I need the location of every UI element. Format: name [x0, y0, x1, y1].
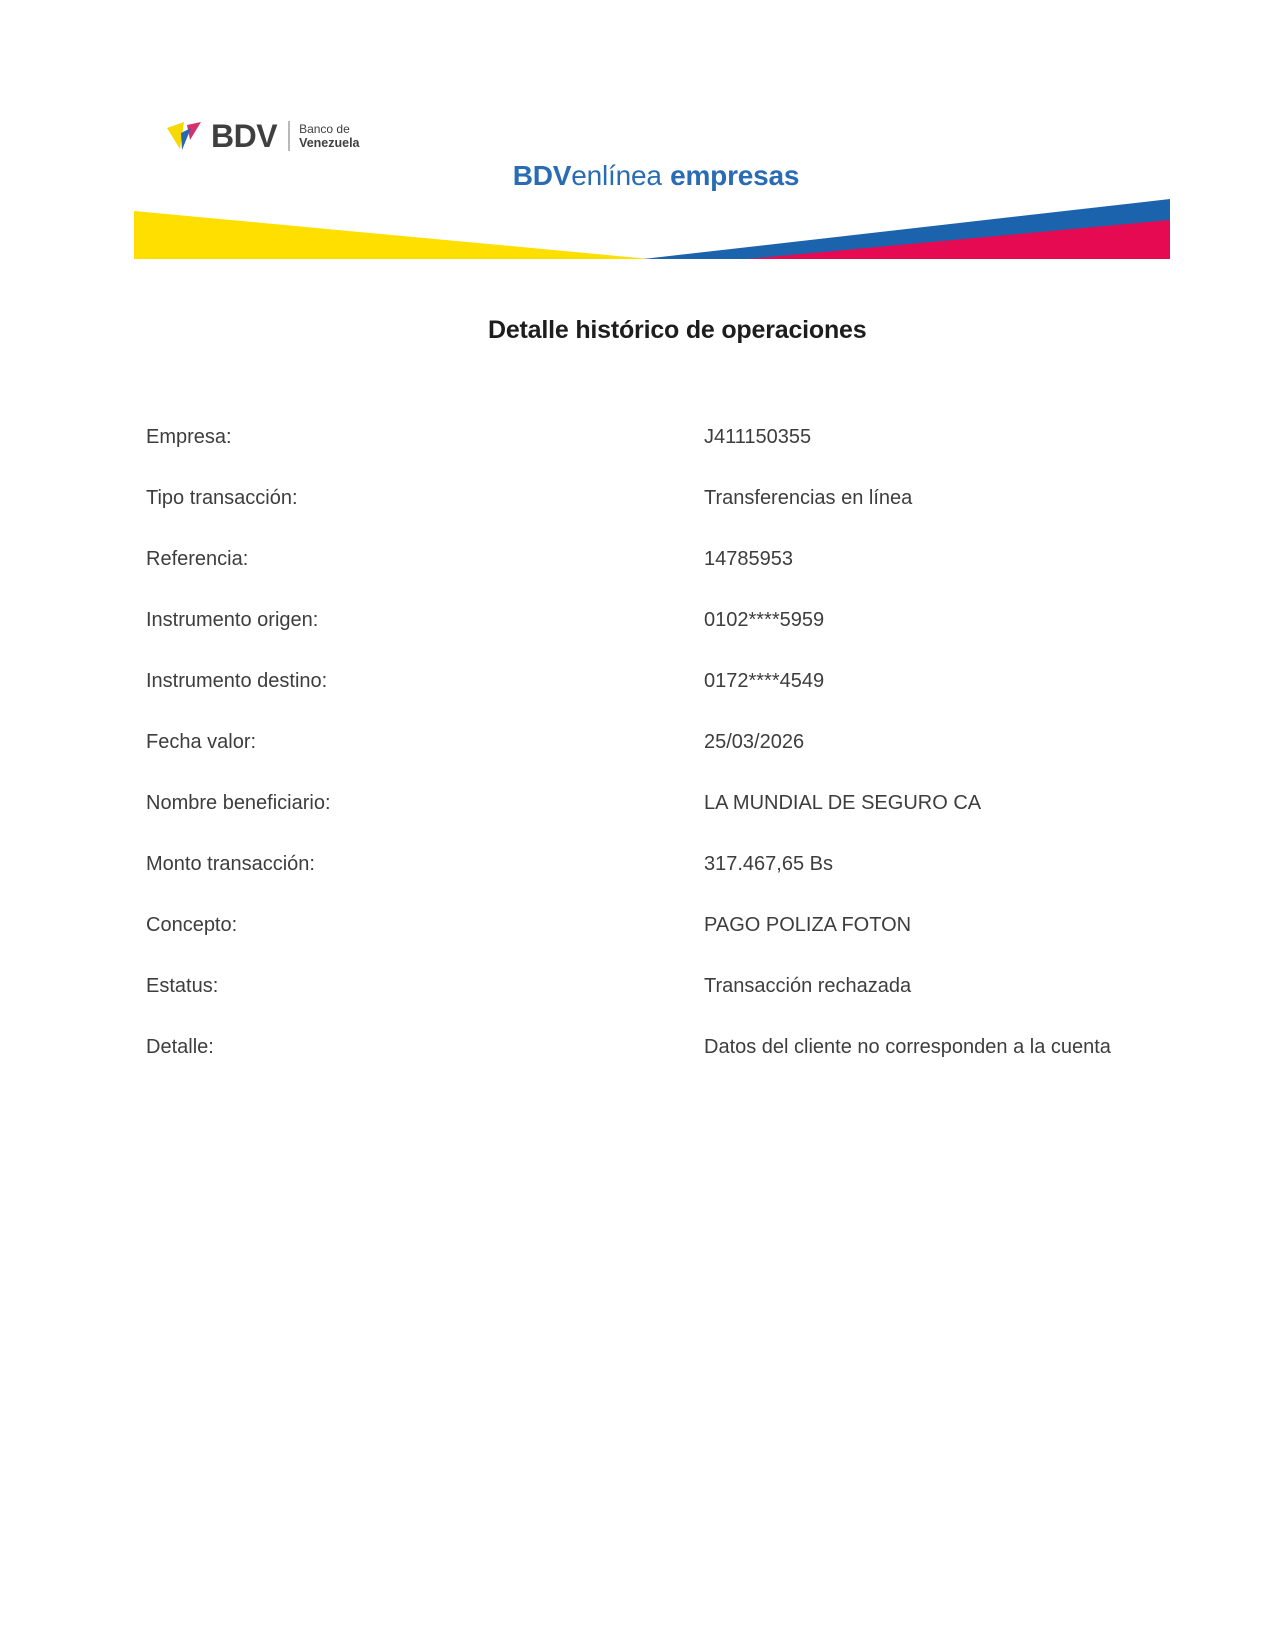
- detail-label: Empresa:: [146, 426, 232, 448]
- detail-value: 14785953: [704, 548, 793, 570]
- detail-label: Tipo transacción:: [146, 487, 298, 509]
- detail-row-referencia: [146, 547, 1215, 571]
- detail-row-fecha-valor: [146, 730, 1215, 754]
- bdv-logo-icon: [167, 121, 205, 151]
- detail-value: J411150355: [704, 426, 812, 448]
- detail-value: 317.467,65 Bs: [704, 853, 833, 875]
- transaction-details: [146, 425, 1215, 1059]
- detail-value: LA MUNDIAL DE SEGURO CA: [704, 792, 982, 814]
- app-title-bdv: BDV: [512, 160, 572, 191]
- detail-row-monto-transaccion: [146, 852, 1215, 876]
- app-title-enlinea: enlínea: [571, 160, 662, 191]
- detail-row-instrumento-destino: [146, 669, 1215, 693]
- detail-label: Nombre beneficiario:: [146, 792, 331, 814]
- app-title-empresas: empresas: [670, 160, 800, 191]
- page-title: Detalle histórico de operaciones: [488, 316, 867, 344]
- detail-label: Fecha valor:: [146, 731, 257, 753]
- detail-value: Transferencias en línea: [704, 487, 913, 509]
- bank-name-line1: Banco de: [299, 121, 350, 136]
- app-title: [134, 160, 1178, 192]
- detail-label: Estatus:: [146, 975, 219, 997]
- bdv-brand-text: BDV: [211, 118, 278, 154]
- detail-label: Monto transacción:: [146, 853, 315, 875]
- detail-row-empresa: [146, 425, 1215, 449]
- detail-value: Transacción rechazada: [704, 975, 912, 997]
- detail-row-detalle: [146, 1035, 1215, 1059]
- detail-row-estatus: [146, 974, 1215, 998]
- bank-name: [299, 123, 359, 150]
- detail-label: Detalle:: [146, 1036, 214, 1058]
- flag-banner: [134, 197, 1170, 259]
- detail-label: Instrumento destino:: [146, 670, 328, 692]
- logo-divider: [288, 121, 290, 151]
- detail-row-concepto: [146, 913, 1215, 937]
- detail-value: Datos del cliente no corresponden a la cuenta: [704, 1036, 1111, 1058]
- detail-label: Referencia:: [146, 548, 249, 570]
- detail-value: 0172****4549: [704, 670, 825, 692]
- detail-label: Instrumento origen:: [146, 609, 319, 631]
- bdv-logo: [167, 118, 360, 154]
- bank-name-line2: Venezuela: [299, 135, 360, 150]
- detail-row-nombre-beneficiario: [146, 791, 1215, 815]
- detail-value: PAGO POLIZA FOTON: [704, 914, 912, 936]
- detail-row-instrumento-origen: [146, 608, 1215, 632]
- banner-yellow-shape: [134, 211, 650, 259]
- detail-value: 0102****5959: [704, 609, 825, 631]
- detail-value: 25/03/2026: [704, 731, 805, 753]
- detail-label: Concepto:: [146, 914, 238, 936]
- detail-row-tipo-transaccion: [146, 486, 1215, 510]
